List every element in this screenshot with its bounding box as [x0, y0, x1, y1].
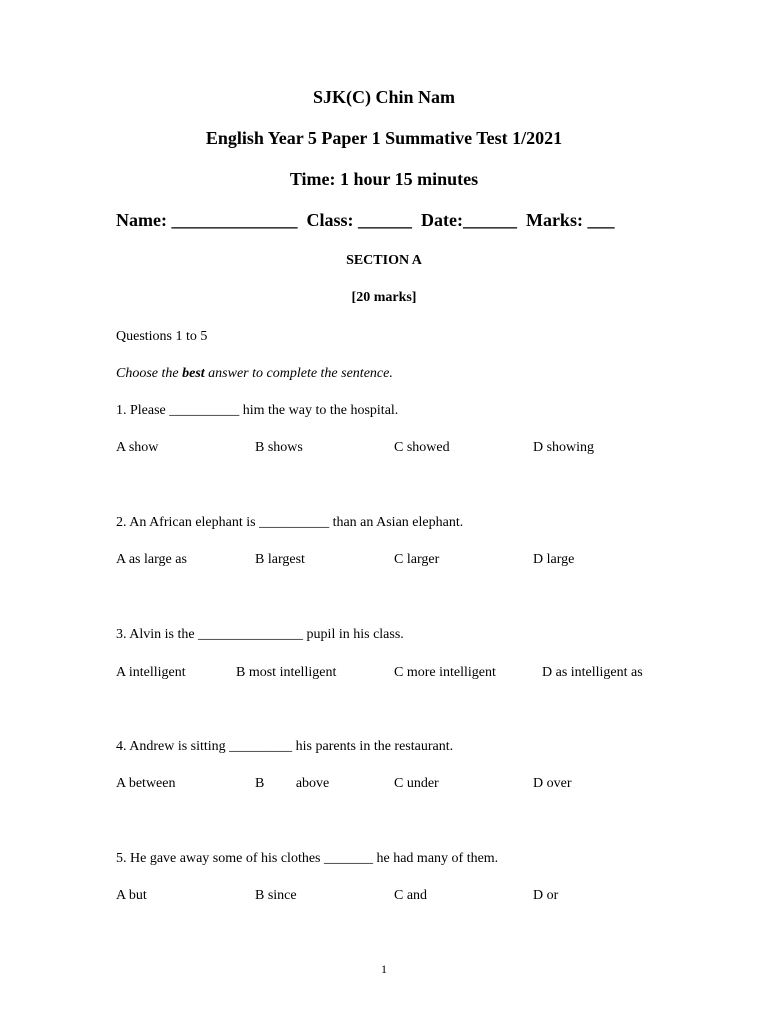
question-3-option-a: A intelligent	[116, 665, 186, 680]
student-info-line: Name: ______________ Class: ______ Date:______ Marks: ___	[116, 210, 615, 230]
test-duration: Time: 1 hour 15 minutes	[289, 169, 479, 189]
question-1-option-d: D showing	[533, 440, 595, 455]
question-3-option-c: C more intelligent	[394, 665, 496, 680]
question-2-option-d: D large	[533, 552, 575, 567]
question-1-text: 1. Please __________ him the way to the hospital.	[116, 403, 399, 418]
section-marks: [20 marks]	[351, 290, 417, 305]
instruction-suffix: answer to complete the sentence.	[204, 366, 393, 381]
question-4-option-a: A between	[116, 776, 176, 791]
question-1-option-a: A show	[116, 440, 159, 455]
question-1-option-b: B shows	[255, 440, 303, 455]
question-1-option-c: C showed	[394, 440, 450, 455]
question-5-option-b: B since	[255, 888, 297, 903]
question-4-option-c: C under	[394, 776, 439, 791]
questions-range: Questions 1 to 5	[116, 329, 208, 344]
question-3-text: 3. Alvin is the _______________ pupil in his class.	[116, 627, 404, 642]
section-title: SECTION A	[346, 253, 422, 268]
question-3-option-b: B most intelligent	[236, 665, 337, 680]
question-2-text: 2. An African elephant is __________ than an Asian elephant.	[116, 515, 464, 530]
question-2-option-c: C larger	[394, 552, 440, 567]
question-5-option-a: A but	[116, 888, 147, 903]
page-number: 1	[381, 962, 387, 976]
question-5-text: 5. He gave away some of his clothes _______ he had many of them.	[116, 851, 499, 866]
test-title: English Year 5 Paper 1 Summative Test 1/2021	[205, 128, 563, 148]
school-name: SJK(C) Chin Nam	[312, 87, 455, 107]
question-4-option-b: B above	[255, 776, 330, 791]
question-4-text: 4. Andrew is sitting _________ his parents in the restaurant.	[116, 739, 454, 754]
instruction-emphasis: best	[182, 366, 205, 381]
instruction-prefix: Choose the	[116, 366, 183, 381]
question-3-option-d: D as intelligent as	[542, 665, 643, 680]
question-2-option-b: B largest	[255, 552, 305, 567]
instruction-text	[116, 366, 393, 382]
question-5-option-c: C and	[394, 888, 428, 903]
question-2-option-a: A as large as	[116, 552, 187, 567]
question-5-option-d: D or	[533, 888, 559, 903]
question-4-option-d: D over	[533, 776, 572, 791]
